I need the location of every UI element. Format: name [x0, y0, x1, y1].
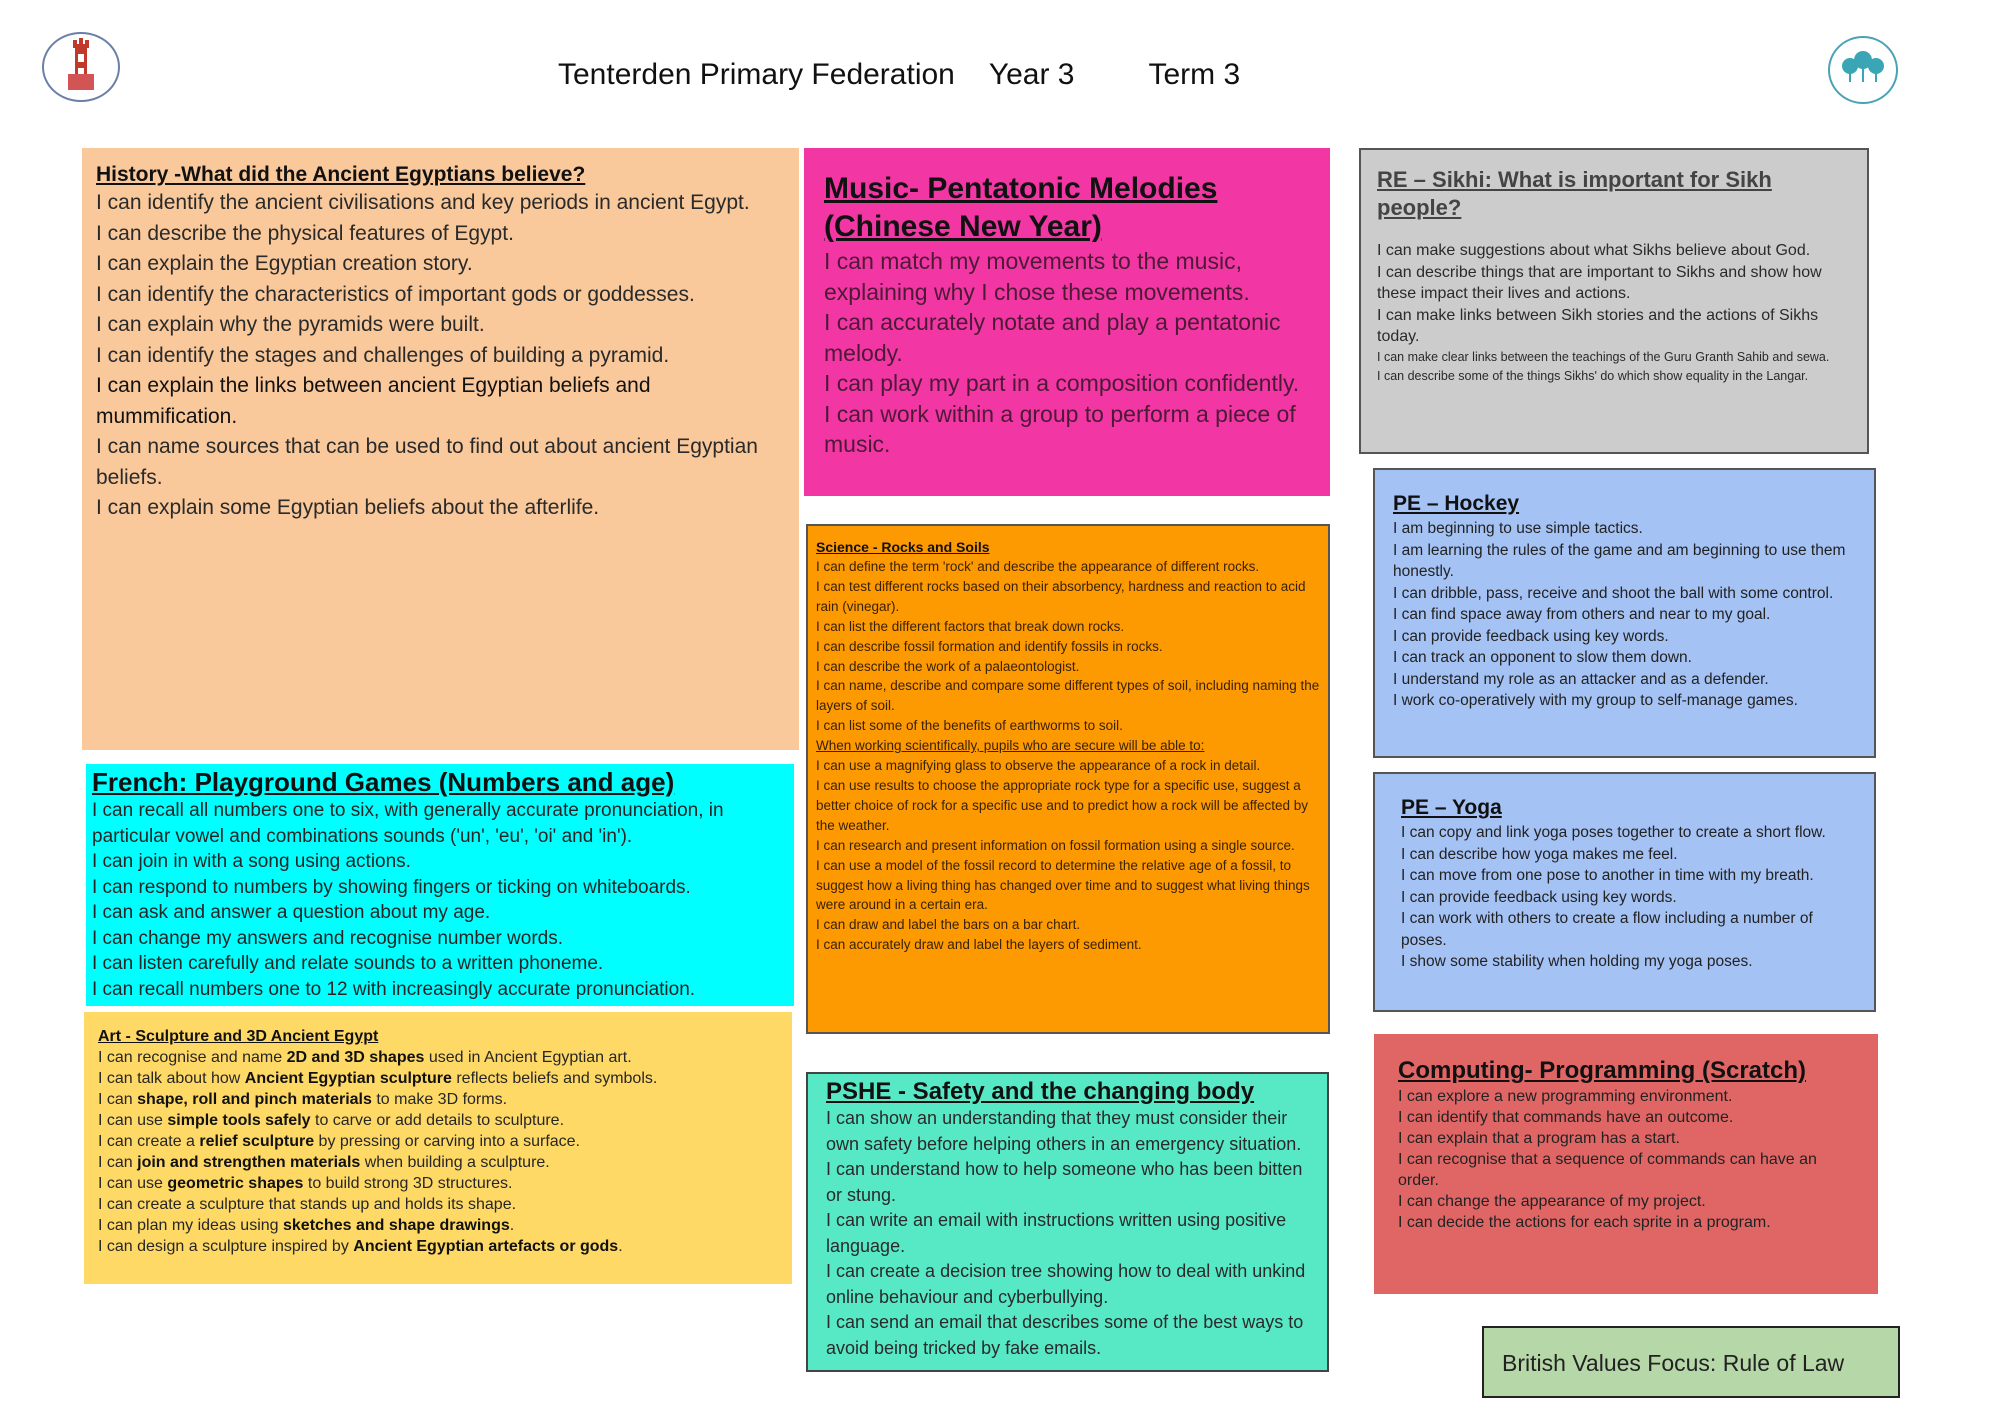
french-item: I can respond to numbers by showing fingers or ticking on whiteboards. [92, 876, 691, 898]
science-working-item: I can use a magnifying glass to observe the appearance of a rock in detail. [816, 758, 1261, 774]
french-item: I can recall all numbers one to six, with generally accurate pronunciation, in particular vowel and combinations sounds ('un', 'eu', 'oi' and 'in'). [92, 800, 724, 847]
pe-yoga-item: I can provide feedback using key words. [1401, 888, 1677, 906]
art-item: I can use geometric shapes to build strong 3D structures. [98, 1175, 513, 1192]
art-item: I can talk about how Ancient Egyptian sculpture reflects beliefs and symbols. [98, 1070, 658, 1087]
pshe-item: I can write an email with instructions written using positive language. [826, 1210, 1287, 1256]
science-working-item: I can research and present information on fossil formation using a single source. [816, 837, 1295, 853]
pe-hockey-item: I can provide feedback using key words. [1393, 627, 1669, 645]
history-item: I can name sources that can be used to find out about ancient Egyptian beliefs. [96, 435, 758, 489]
art-item: I can use simple tools safely to carve or add details to sculpture. [98, 1112, 565, 1129]
pe-hockey-item: I am learning the rules of the game and am beginning to use them honestly. [1393, 541, 1846, 580]
science-subheading: When working scientifically, pupils who are secure will be able to: [816, 738, 1205, 754]
british-values-box [1482, 1326, 1900, 1398]
history-item: I can identify the characteristics of important gods or goddesses. [96, 282, 695, 306]
history-item: I can explain some Egyptian beliefs about the afterlife. [96, 496, 600, 519]
science-item: I can describe the work of a palaeontologist. [816, 658, 1080, 674]
pshe-item: I can understand how to help someone who has been bitten or stung. [826, 1159, 1303, 1205]
computing-box [1374, 1034, 1878, 1294]
science-working-item: I can accurately draw and label the layers of sediment. [816, 937, 1142, 953]
pe-yoga-item: I can copy and link yoga poses together to create a short flow. [1401, 824, 1826, 841]
church-tower-icon [44, 34, 118, 100]
music-item: I can play my part in a composition confidently. [824, 370, 1300, 396]
british-values-text: British Values Focus: Rule of Law [1502, 1350, 1845, 1376]
pshe-item: I can create a decision tree showing how to deal with unkind online behaviour and cyberbullying. [826, 1261, 1306, 1307]
science-title: Science - Rocks and Soils [816, 539, 990, 555]
history-box [82, 148, 799, 750]
science-item: I can name, describe and compare some different types of soil, including naming the layers of soil. [816, 678, 1320, 714]
pe-hockey-item: I am beginning to use simple tactics. [1393, 520, 1643, 537]
pe-hockey-item: I work co-operatively with my group to self-manage games. [1393, 692, 1798, 709]
re-item: I can make clear links between the teachings of the Guru Granth Sahib and sewa. [1377, 349, 1830, 364]
trees-logo [1828, 36, 1898, 104]
science-item: I can define the term 'rock' and describe the appearance of different rocks. [816, 559, 1260, 574]
history-item: I can identify the stages and challenges of building a pyramid. [96, 343, 670, 367]
pshe-item: I can send an email that describes some of the best ways to avoid being tricked by fake emails. [826, 1312, 1304, 1358]
re-item: I can describe things that are important to Sikhs and show how these impact their lives and actions. [1377, 263, 1822, 302]
science-item: I can test different rocks based on their absorbency, hardness and reaction to acid rain (vinegar). [816, 578, 1306, 614]
re-item: I can make suggestions about what Sikhs believe about God. [1377, 242, 1811, 259]
pshe-item: I can show an understanding that they must consider their own safety before helping others in an emergency situation. [826, 1108, 1302, 1154]
computing-item: I can change the appearance of my project. [1398, 1193, 1706, 1210]
history-item: I can describe the physical features of Egypt. [96, 221, 514, 245]
science-working-item: I can use a model of the fossil record to determine the relative age of a fossil, to suggest how a living thing has changed over time and to suggest what living things were around in a certain era. [816, 857, 1310, 913]
re-title: RE – Sikhi: What is important for Sikh people? [1377, 167, 1772, 220]
science-item: I can describe fossil formation and identify fossils in rocks. [816, 638, 1163, 654]
pe-yoga-box [1373, 772, 1876, 1012]
french-item: I can recall numbers one to 12 with increasingly accurate pronunciation. [92, 978, 696, 1000]
computing-title: Computing- Programming (Scratch) [1398, 1057, 1807, 1084]
history-item: I can identify the ancient civilisations and key periods in ancient Egypt. [96, 191, 750, 214]
art-title: Art - Sculpture and 3D Ancient Egypt [98, 1028, 379, 1045]
pe-yoga-item: I can work with others to create a flow including a number of poses. [1401, 910, 1813, 949]
computing-item: I can explain that a program has a start. [1398, 1130, 1680, 1147]
pe-hockey-item: I can track an opponent to slow them down. [1393, 649, 1692, 666]
music-box [804, 148, 1330, 496]
history-title: History -What did the Ancient Egyptians believe? [96, 163, 586, 186]
trees-icon [1830, 38, 1896, 102]
music-item: I can accurately notate and play a pentatonic melody. [824, 309, 1281, 366]
music-item: I can match my movements to the music, explaining why I chose these movements. [824, 248, 1250, 305]
french-item: I can listen carefully and relate sounds to a written phoneme. [92, 953, 604, 974]
computing-item: I can explore a new programming environment. [1398, 1088, 1733, 1105]
computing-item: I can recognise that a sequence of commands can have an order. [1398, 1151, 1817, 1189]
year-label: Year 3 [988, 58, 1075, 91]
pe-yoga-item: I can describe how yoga makes me feel. [1401, 845, 1678, 863]
computing-item: I can identify that commands have an outcome. [1398, 1109, 1734, 1126]
re-item: I can make links between Sikh stories and the actions of Sikhs today. [1377, 306, 1819, 345]
art-box [84, 1012, 792, 1284]
music-title: Music- Pentatonic Melodies (Chinese New Year) [824, 172, 1218, 243]
art-item: I can recognise and name 2D and 3D shapes used in Ancient Egyptian art. [98, 1049, 632, 1066]
computing-item: I can decide the actions for each sprite in a program. [1398, 1214, 1771, 1231]
music-item: I can work within a group to perform a piece of music. [824, 400, 1296, 457]
school-crest-logo [42, 32, 120, 102]
re-item: I can describe some of the things Sikhs' do which show equality in the Langar. [1377, 369, 1809, 383]
science-item: I can list some of the benefits of earthworms to soil. [816, 718, 1123, 734]
art-item: I can plan my ideas using sketches and shape drawings. [98, 1217, 515, 1234]
art-item: I can create a sculpture that stands up and holds its shape. [98, 1196, 517, 1213]
school-name: Tenterden Primary Federation [558, 58, 955, 91]
pe-yoga-title: PE – Yoga [1401, 796, 1502, 819]
header-title [558, 58, 1240, 92]
history-item: I can explain the links between ancient Egyptian beliefs and mummification. [96, 374, 651, 428]
pe-yoga-item: I can move from one pose to another in time with my breath. [1401, 867, 1814, 884]
pe-yoga-item: I show some stability when holding my yoga poses. [1401, 953, 1753, 970]
term-label: Term 3 [1148, 58, 1241, 91]
french-item: I can change my answers and recognise number words. [92, 927, 564, 949]
pe-hockey-item: I understand my role as an attacker and as a defender. [1393, 670, 1769, 688]
history-item: I can explain why the pyramids were built. [96, 313, 485, 336]
science-working-item: I can use results to choose the appropriate rock type for a specific use, suggest a better choice of rock for a specific use and to predict how a rock will be affected by the weather. [816, 777, 1309, 833]
french-box [86, 764, 794, 1006]
science-box [806, 524, 1330, 1034]
pshe-box [806, 1072, 1329, 1372]
pe-hockey-box [1373, 468, 1876, 758]
art-item: I can shape, roll and pinch materials to make 3D forms. [98, 1091, 508, 1108]
pe-hockey-item: I can dribble, pass, receive and shoot the ball with some control. [1393, 584, 1834, 602]
science-working-item: I can draw and label the bars on a bar chart. [816, 917, 1081, 933]
art-item: I can create a relief sculpture by pressing or carving into a surface. [98, 1133, 580, 1150]
french-item: I can ask and answer a question about my age. [92, 902, 491, 923]
pe-hockey-title: PE – Hockey [1393, 492, 1520, 515]
pe-hockey-item: I can find space away from others and near to my goal. [1393, 606, 1771, 623]
french-title: French: Playground Games (Numbers and age) [92, 767, 675, 797]
french-item: I can join in with a song using actions. [92, 851, 411, 872]
history-item: I can explain the Egyptian creation story. [96, 252, 473, 275]
re-box [1359, 148, 1869, 454]
science-item: I can list the different factors that break down rocks. [816, 618, 1125, 634]
pshe-title: PSHE - Safety and the changing body [826, 1078, 1255, 1105]
art-item: I can design a sculpture inspired by Ancient Egyptian artefacts or gods. [98, 1238, 623, 1255]
art-item: I can join and strengthen materials when building a sculpture. [98, 1154, 550, 1171]
